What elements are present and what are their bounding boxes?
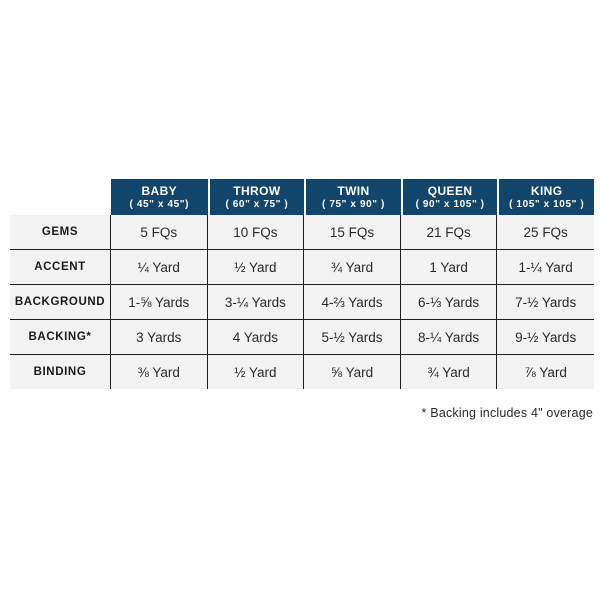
row-label: ACCENT [10,250,111,285]
corner-cell [10,179,111,215]
table-cell: 1-¼ Yard [497,250,594,285]
column-header-king [497,179,594,215]
table-cell: ½ Yard [208,250,305,285]
table-cell: ⅜ Yard [111,355,208,389]
table-cell: 5-½ Yards [304,320,401,355]
row-label: BACKING* [10,320,111,355]
size-name: QUEEN [427,183,473,198]
table-cell: ¾ Yard [401,355,498,389]
column-header-baby [111,179,208,215]
size-dimensions: ( 90" x 105" ) [415,198,485,210]
table-cell: 3 Yards [111,320,208,355]
size-name: TWIN [337,183,370,198]
table-row-background [10,285,594,320]
table-row-accent [10,250,594,285]
table-row-gems [10,215,594,250]
size-dimensions: ( 105" x 105" ) [509,198,585,210]
table-cell: ¼ Yard [111,250,208,285]
table-cell: 9-½ Yards [497,320,594,355]
size-dimensions: ( 75" x 90" ) [322,198,385,210]
table-cell: 8-¼ Yards [401,320,498,355]
column-header-twin [304,179,401,215]
row-label: GEMS [10,215,111,250]
table-cell: 10 FQs [208,215,305,250]
yardage-table [10,179,594,389]
size-name: THROW [233,183,281,198]
table-cell: 4-⅔ Yards [304,285,401,320]
size-name: BABY [141,183,178,198]
table-cell: 15 FQs [304,215,401,250]
table-cell: 25 FQs [497,215,594,250]
column-header-throw [208,179,305,215]
size-dimensions: ( 45" x 45") [129,198,190,210]
table-cell: ⅞ Yard [497,355,594,389]
size-name: KING [530,183,563,198]
table-cell: 1 Yard [401,250,498,285]
row-label: BACKGROUND [10,285,111,320]
table-cell: ⅝ Yard [304,355,401,389]
table-cell: ¾ Yard [304,250,401,285]
table-cell: 5 FQs [111,215,208,250]
table-cell: 1-⅝ Yards [111,285,208,320]
header-row [10,179,594,215]
table-cell: ½ Yard [208,355,305,389]
table-cell: 21 FQs [401,215,498,250]
table-cell: 6-⅓ Yards [401,285,498,320]
table-cell: 4 Yards [208,320,305,355]
table-row-backing [10,320,594,355]
backing-footnote: * Backing includes 4" overage [421,406,593,420]
size-dimensions: ( 60" x 75" ) [225,198,289,210]
column-header-queen [401,179,498,215]
table-row-binding [10,355,594,389]
table-cell: 7-½ Yards [497,285,594,320]
row-label: BINDING [10,355,111,389]
table-cell: 3-¼ Yards [208,285,305,320]
